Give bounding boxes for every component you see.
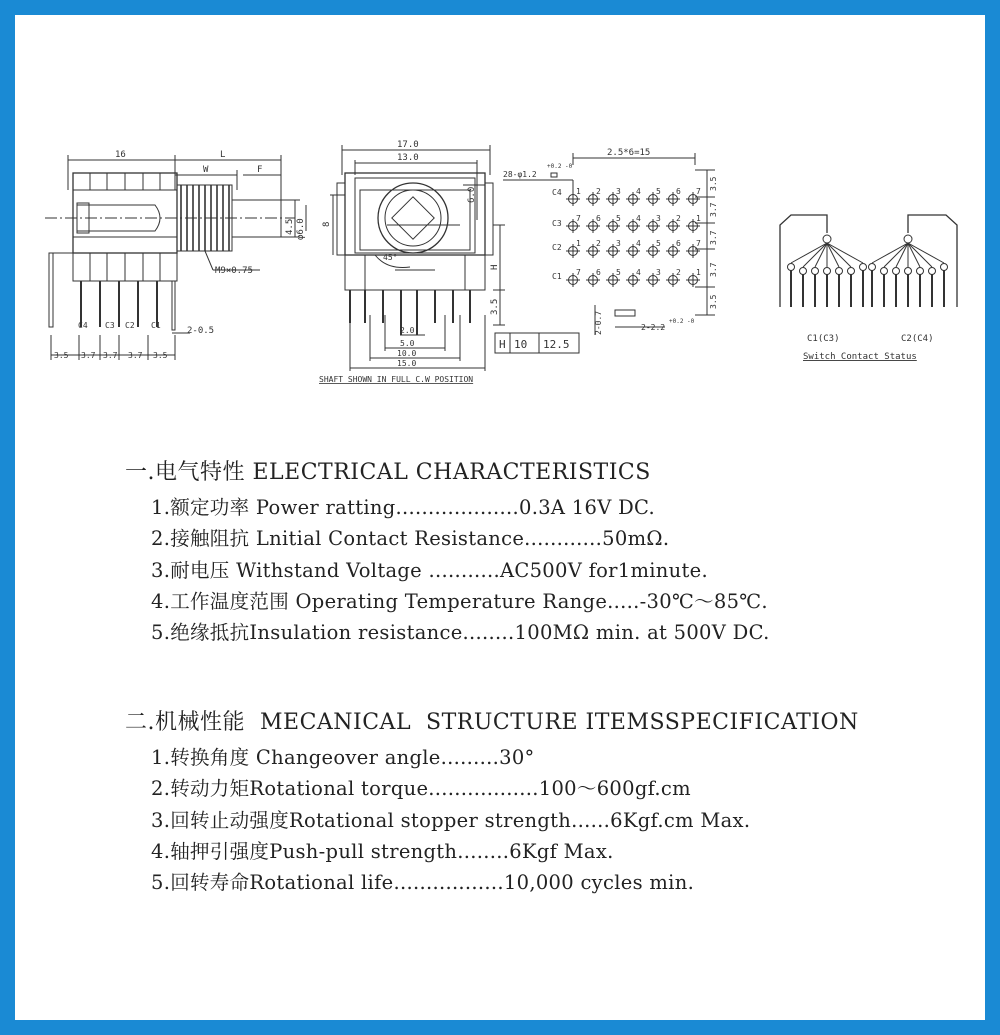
switch-label-c2: C2(C4) [901,334,934,344]
thread-label: M9×0.75 [215,266,253,276]
pin-label-c1: C1 [151,321,161,330]
spec-item: 5.回转寿命Rotational life.................10,000 cycles min. [151,871,695,895]
spec-item: 4.轴押引强度Push-pull strength........6Kgf Max. [151,839,614,863]
front-bottom-dim-10: 10.0 [397,349,417,358]
pin-number: 7 [696,239,701,248]
pin-number: 5 [656,239,661,248]
pitch-label: 2.5*6=15 [607,148,651,158]
pcb-right-dim-5: 3.5 [709,294,718,309]
switch-fans [788,235,948,307]
hole-grid [566,187,701,287]
contact-terminal [905,268,912,275]
pin-number: 5 [656,187,661,196]
front-dim-13: 13.0 [397,153,419,163]
pin-number: 3 [616,187,621,196]
pcb-right-dim-2: 3.7 [709,202,718,217]
pin-number: 7 [696,187,701,196]
pin-number: 6 [596,214,601,223]
pin-number: 7 [576,214,581,223]
pin-pitch-label: 2-0.5 [187,326,215,336]
bottom-dim-2: 3.7 [81,351,96,360]
contact-terminal [941,264,948,271]
pin-label-c2: C2 [125,321,135,330]
spec-list [125,492,770,648]
hole-tol: +0.2 -0 [547,163,573,170]
contact-spoke [827,243,851,267]
pcb-right-dim-3: 3.7 [709,230,718,245]
switch-contact-drawing [780,215,957,362]
switch-label-c1: C1(C3) [807,334,840,344]
pcb-right-dim-1: 3.5 [709,176,718,191]
section-title: 一.电气特性 ELECTRICAL CHARACTERISTICS [125,460,651,485]
pin-number: 2 [596,239,601,248]
contact-terminal [800,268,807,275]
front-dim-8: 8 [322,221,332,227]
hole-note: 28-φ1.2 [503,170,537,179]
side-view-drawing [45,150,306,360]
h-table-header: H [499,338,506,351]
front-bottom-dim-15: 15.0 [397,359,417,368]
pin-number: 2 [596,187,601,196]
spec-item: 3.耐电压 Withstand Voltage ...........AC500V for1minute. [151,558,708,582]
pin-number: 4 [636,214,641,223]
pin-number: 3 [616,239,621,248]
bottom-dim-1: 3.5 [54,351,69,360]
front-dim-h: H [490,264,500,270]
pin-number: 1 [696,214,701,223]
contact-terminal [836,268,843,275]
contact-terminal [893,268,900,275]
switch-caption: Switch Contact Status [803,352,917,362]
dim-4-5: 4.5 [285,218,295,235]
bottom-dim-3: 3.7 [103,351,118,360]
front-bottom-dim-2: 2.0 [400,326,415,335]
row-label-c2: C2 [552,243,562,252]
pin-number: 4 [636,187,641,196]
contact-terminal [860,264,867,271]
dim-shaft-dia: φ6.0 [296,218,306,240]
contact-terminal [869,264,876,271]
row-label-c3: C3 [552,219,562,228]
slot-h-label: 2-2.2 [641,323,666,332]
bottom-dim-4: 3.7 [128,351,143,360]
pin-number: 2 [676,268,681,277]
pin-number: 5 [616,214,621,223]
spec-item: 4.工作温度范围 Operating Temperature Range.....-30℃～85℃. [151,589,768,613]
pin-number: 1 [696,268,701,277]
pin-number: 4 [636,239,641,248]
dim-f: F [257,165,263,175]
technical-drawings [15,15,985,435]
pin-label-c4: C4 [78,321,88,330]
contact-spoke [884,243,908,267]
contact-spoke [908,243,932,267]
row-label-c4: C4 [552,188,562,197]
angle-label: 45° [383,253,398,262]
pin-number: 7 [576,268,581,277]
rotor-hub [904,235,912,243]
front-caption: SHAFT SHOWN IN FULL C.W POSITION [319,375,474,384]
pin-number: 5 [616,268,621,277]
pin-number: 6 [676,187,681,196]
mechanical-structure-section [125,705,859,898]
rotor-hub [823,235,831,243]
pin-number: 6 [596,268,601,277]
contact-terminal [917,268,924,275]
spec-item: 3.回转止动强度Rotational stopper strength......6Kgf.cm Max. [151,808,751,832]
bottom-dim-5: 3.5 [153,351,168,360]
front-bottom-dim-5: 5.0 [400,339,415,348]
pcb-layout-drawing [503,148,718,335]
dim-w: W [203,165,209,175]
pin-number: 2 [676,214,681,223]
contact-terminal [788,264,795,271]
spec-item: 2.转动力矩Rotational torque.................100～600gf.cm [151,777,691,801]
spec-item: 2.接触阻抗 Lnitial Contact Resistance............50mΩ. [151,527,670,551]
row-label-c1: C1 [552,272,562,281]
pin-number: 1 [576,239,581,248]
contact-terminal [812,268,819,275]
electrical-characteristics-section [125,455,770,648]
front-dim-6: 6.0 [467,186,477,203]
front-dim-3-5: 3.5 [490,298,500,315]
slot-tol: +0.2 -0 [669,318,695,325]
contact-terminal [824,268,831,275]
slot-v-label: 2-0.7 [594,310,603,335]
contact-terminal [929,268,936,275]
pin-number: 4 [636,268,641,277]
pcb-right-dim-4: 3.7 [709,262,718,277]
pin-number: 1 [576,187,581,196]
dim-l: L [220,150,226,160]
h-table-value-1: 10 [514,338,528,351]
section-title: 二.机械性能 MECANICAL STRUCTURE ITEMSSPECIFICATION [125,710,859,735]
spec-item: 1.额定功率 Power ratting...................0.3A 16V DC. [151,496,656,519]
contact-terminal [848,268,855,275]
contact-spoke [803,243,827,267]
pin-number: 6 [676,239,681,248]
contact-terminal [881,268,888,275]
spec-list [125,742,859,898]
spec-item: 5.绝缘抵抗Insulation resistance........100MΩ min. at 500V DC. [151,621,770,645]
front-view-drawing [319,140,579,384]
spec-item: 1.转换角度 Changeover angle.........30° [151,746,535,769]
h-table-value-2: 12.5 [543,338,570,351]
pin-label-c3: C3 [105,321,115,330]
dim-16: 16 [115,150,126,160]
pin-number: 3 [656,268,661,277]
front-dim-17: 17.0 [397,140,419,150]
spec-sheet [15,15,985,1020]
pin-number: 3 [656,214,661,223]
